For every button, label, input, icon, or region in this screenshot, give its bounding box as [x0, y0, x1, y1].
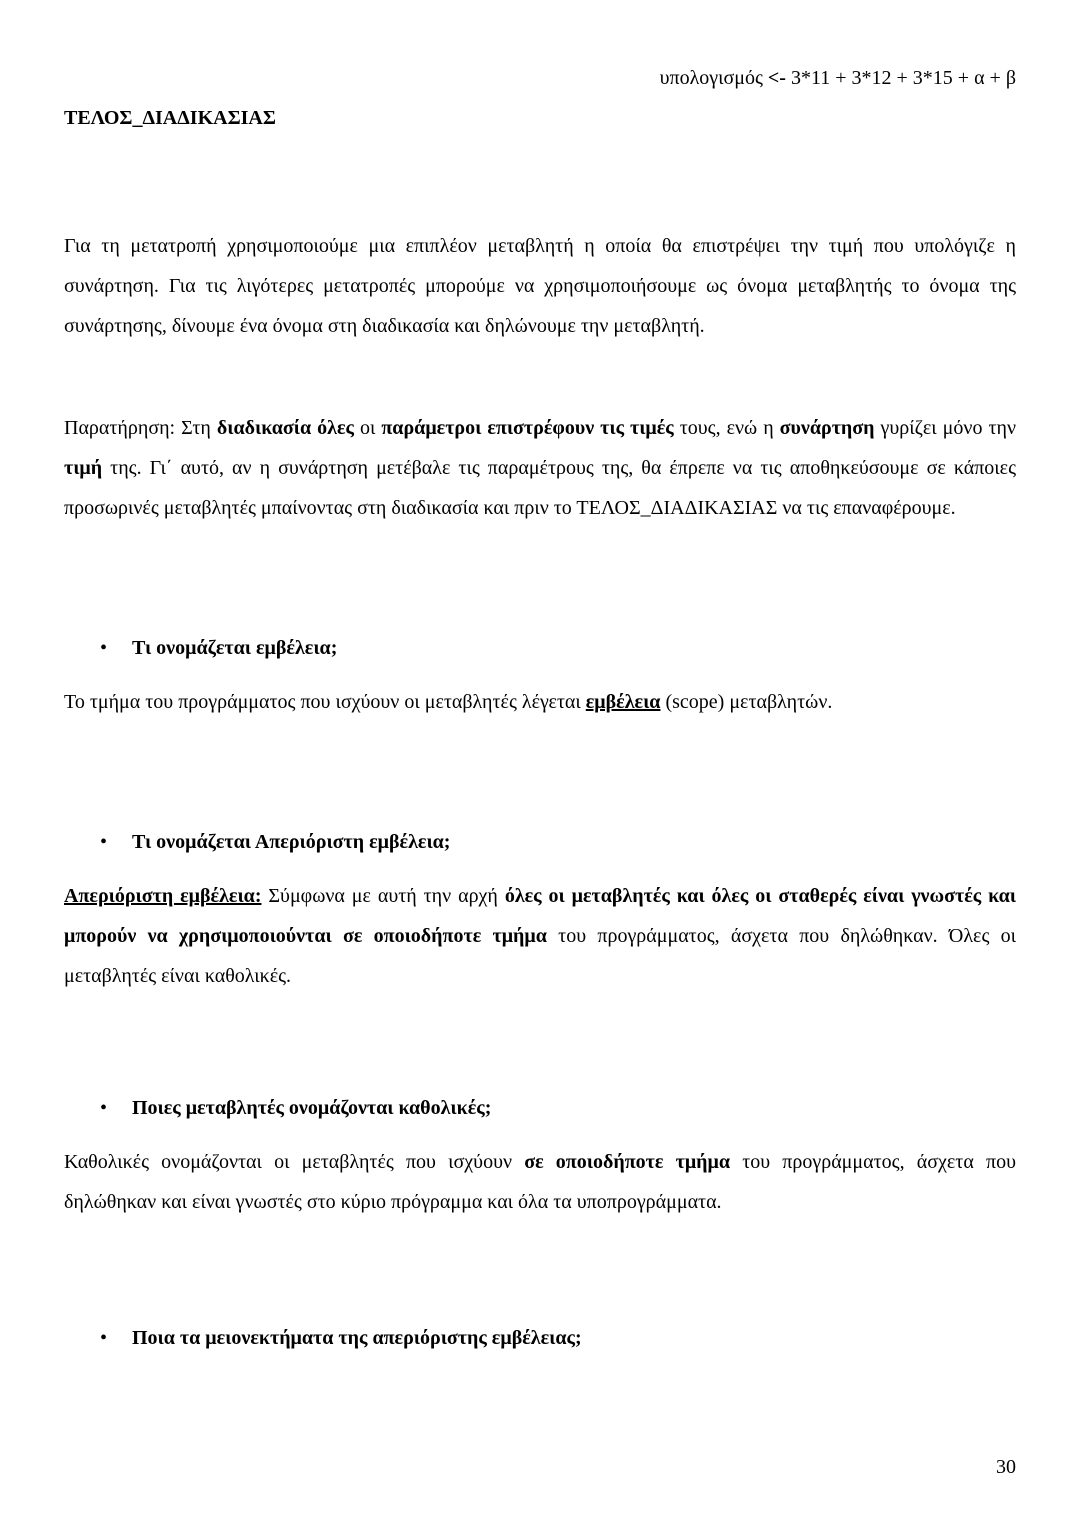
bullet-icon: •	[100, 831, 108, 853]
text-run: τιμή	[64, 457, 103, 479]
text-run: συνάρτηση	[779, 417, 875, 439]
paragraph-conversion	[64, 226, 1016, 346]
text-run: γυρίζει μόνο την	[874, 417, 1016, 439]
text-run: Για τη μετατροπή χρησιμοποιούμε μια επιπλέον μεταβλητή η οποία θα επιστρέψει την τιμή που υπολόγιζε η συνάρτηση. Για τις λιγότερες μετατροπές μπορούμε να χρησιμοποιήσουμε ως όνομα μεταβλητής το όνομα της συνάρτησης, δίνουμε ένα όνομα στη διαδικασία και δηλώνουμε την μεταβλητή.	[64, 235, 1016, 337]
text-run: Σύμφωνα με αυτή την αρχή	[261, 885, 505, 907]
text-run: του προγράμματος, άσχετα που δηλώθηκαν και είναι γνωστές στο κύριο πρόγραμμα και όλα τα υποπρογράμματα.	[64, 1151, 1016, 1213]
text-run: οι	[353, 417, 382, 439]
text-run: του προγράμματος, άσχετα που δηλώθηκαν. Όλες οι μεταβλητές είναι καθολικές.	[64, 925, 1017, 987]
bullet-icon: •	[100, 1097, 108, 1119]
text-run: εμβέλεια	[585, 691, 661, 713]
bullet-question-disadvantages-label: Ποια τα μειονεκτήματα της απεριόριστης εμβέλειας;	[132, 1327, 582, 1349]
bullet-icon: •	[100, 637, 108, 659]
bullet-question-scope-label: Τι ονομάζεται εμβέλεια;	[132, 637, 338, 659]
bullet-question-scope	[64, 628, 1016, 668]
bullet-question-unlimited-scope	[64, 822, 1016, 862]
page-number: 30	[996, 1456, 1016, 1478]
text-run: παράμετροι επιστρέφουν τις τιμές	[381, 417, 674, 439]
text-run: Παρατήρηση: Στη	[64, 417, 217, 439]
bullet-question-unlimited-scope-label: Τι ονομάζεται Απεριόριστη εμβέλεια;	[132, 831, 451, 853]
text-run: όλες οι μεταβλητές και όλες οι σταθερές είναι γνωστές και μπορούν να χρησιμοποιούνται σε οποιοδήποτε τμήμα	[64, 885, 1016, 947]
text-run: σε οποιοδήποτε τμήμα	[524, 1151, 731, 1173]
text-run: της. Γι΄ αυτό, αν η συνάρτηση μετέβαλε τις παραμέτρους της, θα έπρεπε να τις αποθηκεύσουμε σε κάποιες προσωρινές μεταβλητές μπαίνοντας στη διαδικασία και πριν το ΤΕΛΟΣ_ΔΙΑΔΙΚΑΣΙΑΣ να τις επαναφέρουμε.	[64, 457, 1016, 519]
paragraph-global-variables-definition	[64, 1142, 1016, 1222]
pseudocode-assignment-line	[64, 58, 1016, 98]
text-run: (scope) μεταβλητών.	[660, 691, 833, 713]
text-run: Απεριόριστη εμβέλεια:	[64, 885, 262, 907]
section-heading-end-procedure: ΤΕΛΟΣ_ΔΙΑΔΙΚΑΣΙΑΣ	[64, 107, 276, 129]
text-run: Το τμήμα του προγράμματος που ισχύουν οι μεταβλητές λέγεται	[64, 691, 586, 713]
paragraph-scope-definition	[64, 682, 1016, 722]
bullet-icon: •	[100, 1327, 108, 1349]
text-run: τους, ενώ η	[673, 417, 780, 439]
paragraph-note	[64, 408, 1016, 528]
text-run: υπολογισμός	[659, 67, 768, 89]
bullet-question-global-variables	[64, 1088, 1016, 1128]
text-run: διαδικασία όλες	[216, 417, 354, 439]
bullet-question-global-variables-label: Ποιες μεταβλητές ονομάζονται καθολικές;	[132, 1097, 492, 1119]
text-run: 3*11 + 3*12 + 3*15 + α + β	[785, 67, 1016, 89]
text-run: <-	[767, 67, 786, 89]
bullet-question-disadvantages	[64, 1318, 1016, 1358]
paragraph-unlimited-scope-definition	[64, 876, 1016, 996]
text-run: Καθολικές ονομάζονται οι μεταβλητές που ισχύουν	[64, 1151, 525, 1173]
